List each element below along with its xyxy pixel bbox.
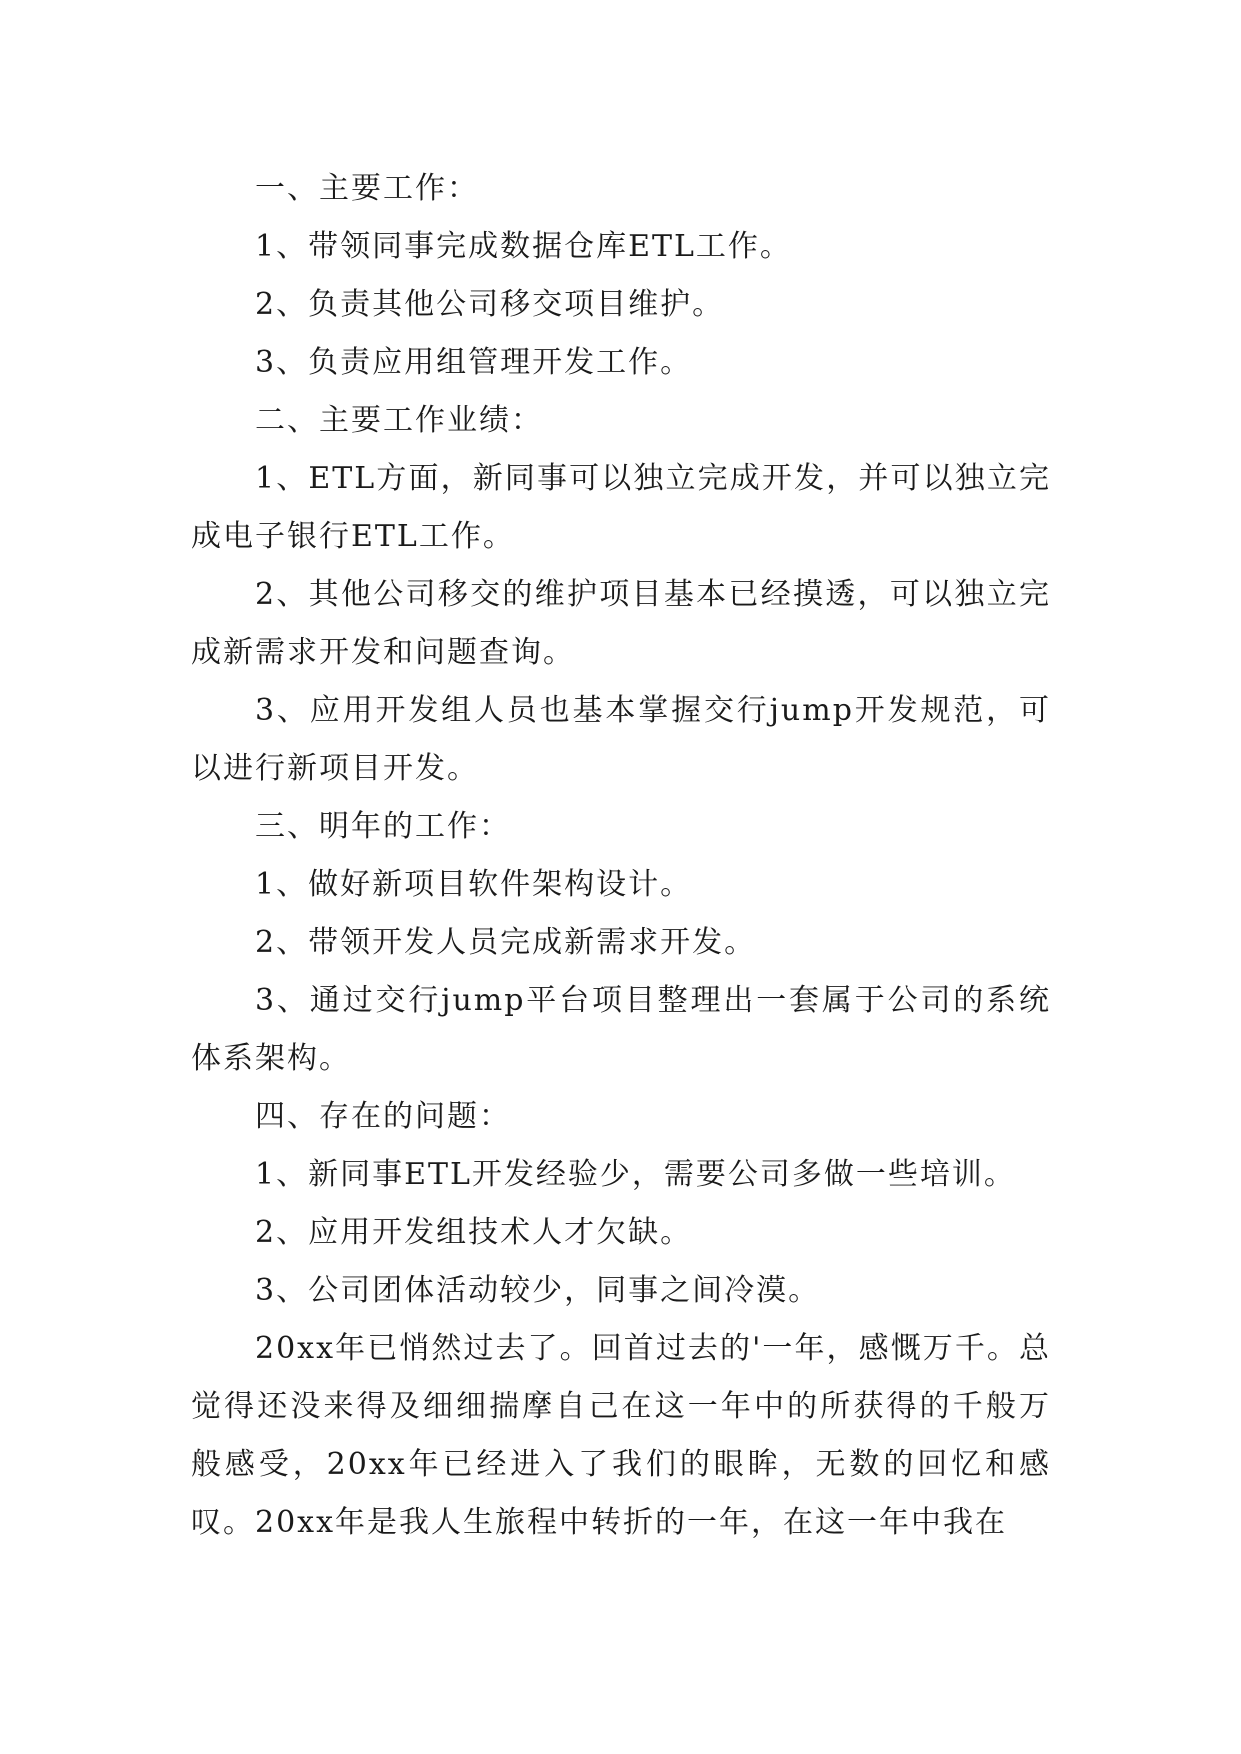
body-paragraph: 20xx年已悄然过去了。回首过去的'一年，感慨万千。总觉得还没来得及细细揣摩自己在这一年中的所获得的千般万般感受，20xx年已经进入了我们的眼眸，无数的回忆和感叹。20xx年是我人生旅程中转折的一年，在这一年中我在	[191, 1331, 1051, 1540]
list-item: 3、负责应用组管理开发工作。	[255, 345, 693, 380]
section-heading-next-year: 三、明年的工作：	[255, 809, 511, 844]
section-heading-problems: 四、存在的问题：	[255, 1099, 511, 1134]
list-item: 1、带领同事完成数据仓库ETL工作。	[255, 229, 792, 264]
section-heading-achievements: 二、主要工作业绩：	[255, 403, 543, 438]
list-item: 1、ETL方面，新同事可以独立完成开发，并可以独立完成电子银行ETL工作。	[191, 461, 1051, 554]
list-item: 3、应用开发组人员也基本掌握交行jump开发规范，可以进行新项目开发。	[191, 693, 1051, 786]
list-item: 2、应用开发组技术人才欠缺。	[255, 1215, 693, 1250]
list-item: 3、公司团体活动较少，同事之间冷漠。	[255, 1273, 821, 1308]
list-item: 2、其他公司移交的维护项目基本已经摸透，可以独立完成新需求开发和问题查询。	[191, 577, 1051, 670]
document-body	[191, 160, 1051, 1552]
section-heading-main-work: 一、主要工作：	[255, 171, 479, 206]
list-item: 3、通过交行jump平台项目整理出一套属于公司的系统体系架构。	[191, 983, 1051, 1076]
list-item: 1、做好新项目软件架构设计。	[255, 867, 693, 902]
list-item: 2、负责其他公司移交项目维护。	[255, 287, 725, 322]
list-item: 1、新同事ETL开发经验少，需要公司多做一些培训。	[255, 1157, 1016, 1192]
list-item: 2、带领开发人员完成新需求开发。	[255, 925, 757, 960]
